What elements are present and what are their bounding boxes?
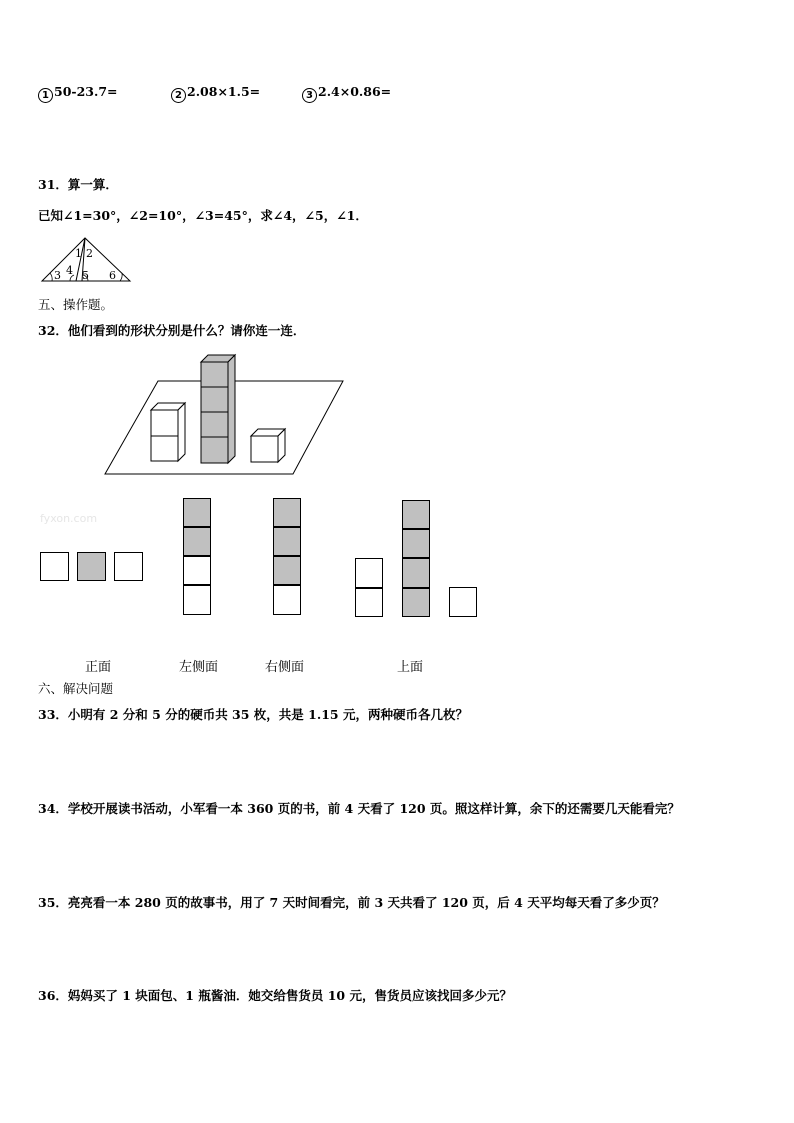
view4-mid-square-3 — [402, 558, 430, 588]
calc-expr-1: 50-23.7= — [54, 84, 118, 99]
view2-square-2 — [183, 527, 211, 556]
circle-number-1: 1 — [38, 88, 53, 103]
angle-label-6: 6 — [109, 269, 116, 282]
calc-item-2 — [171, 84, 260, 103]
view4-left-square-2 — [355, 588, 383, 617]
view3-square-4 — [273, 585, 301, 615]
left-cube-stack — [151, 403, 185, 461]
view4-left-square-1 — [355, 558, 383, 588]
label-top: 上面 — [397, 660, 424, 675]
section-5-heading: 五、操作题。 — [38, 297, 114, 312]
circle-number-2: 2 — [171, 88, 186, 103]
view3-square-3 — [273, 556, 301, 585]
angle-label-4: 4 — [66, 264, 73, 277]
view4-right-square — [449, 587, 477, 617]
view3-square-1 — [273, 498, 301, 527]
calc-expr-3: 2.4×0.86= — [318, 84, 392, 99]
question-36: 36．妈妈买了 1 块面包、1 瓶酱油．她交给售货员 10 元，售货员应该找回多少元？ — [38, 988, 512, 1003]
circle-number-3: 3 — [302, 88, 317, 103]
label-front: 正面 — [85, 660, 112, 675]
view2-square-4 — [183, 585, 211, 615]
view2-square-3 — [183, 556, 211, 585]
question-35: 35．亮亮看一本 280 页的故事书，用了 7 天时间看完，前 3 天共看了 120 页，后 4 天平均每天看了多少页？ — [38, 895, 665, 910]
q31-title: 31．算一算． — [38, 177, 118, 192]
view4-mid-square-4 — [402, 588, 430, 617]
angle-label-1: 1 — [75, 247, 82, 260]
angle-label-3: 3 — [54, 269, 61, 282]
question-34: 34．学校开展读书活动，小军看一本 360 页的书，前 4 天看了 120 页。照这样计算，余下的还需要几天能看完？ — [38, 801, 680, 816]
view1-square-2 — [77, 552, 106, 581]
angle-label-2: 2 — [86, 247, 93, 260]
triangle-angle-diagram — [40, 236, 140, 286]
label-left-side: 左侧面 — [179, 660, 219, 675]
view1-square-1 — [40, 552, 69, 581]
calc-expr-2: 2.08×1.5= — [187, 84, 261, 99]
calc-item-3 — [302, 84, 391, 103]
q32-title: 32．他们看到的形状分别是什么？请你连一连． — [38, 323, 306, 338]
question-33: 33．小明有 2 分和 5 分的硬币共 35 枚，共是 1.15 元，两种硬币各几枚？ — [38, 707, 468, 722]
single-cube — [251, 429, 285, 462]
view4-mid-square-2 — [402, 529, 430, 558]
label-right-side: 右侧面 — [265, 660, 305, 675]
calc-item-1 — [38, 84, 118, 103]
view4-mid-square-1 — [402, 500, 430, 529]
q31-given: 已知∠1=30°，∠2=10°，∠3=45°，求∠4，∠5，∠1． — [38, 208, 368, 223]
watermark: fyxon.com — [40, 512, 98, 525]
view1-square-3 — [114, 552, 143, 581]
cube-scene — [103, 352, 353, 482]
view2-square-1 — [183, 498, 211, 527]
angle-label-5: 5 — [82, 269, 89, 282]
view3-square-2 — [273, 527, 301, 556]
section-6-heading: 六、解决问题 — [38, 681, 114, 696]
tall-cube-stack — [201, 355, 235, 463]
